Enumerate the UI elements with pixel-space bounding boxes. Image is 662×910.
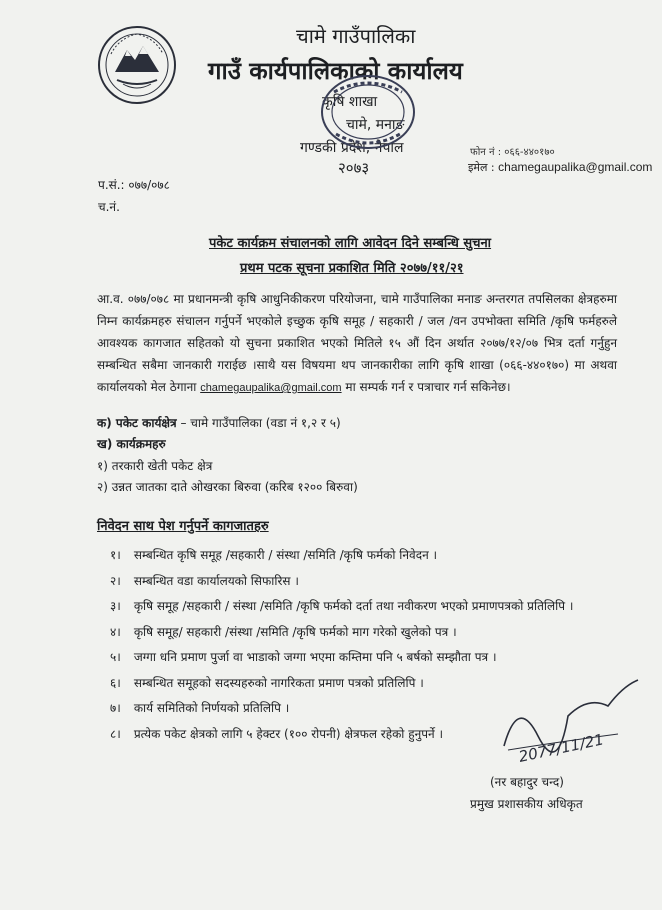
branch-name: कृषि शाखा: [322, 94, 378, 110]
item-text: जग्गा धनि प्रमाण पुर्जा वा भाडाको जग्गा भएमा कम्तिमा पनि ५ बर्षको सम्झौता पत्र ।: [133, 650, 497, 664]
program-item: २) उन्नत जातका दाते ओखरका बिरुवा (करिब १२०० बिरुवा): [97, 480, 358, 494]
item-text: सम्बन्धित वडा कार्यालयको सिफारिस ।: [133, 573, 299, 588]
item-number: ३।: [110, 599, 121, 613]
notice-body-text: आ.व. ०७७/०७८ मा प्रधानमन्त्री कृषि आधुनिकीकरण परियोजना, चामे गाउँपालिका मनाङ अन्तरगत तपसिलका क्षेत्रहरुमा निम्न कार्यक्रमहरु संचालन गर्नुपर्ने भएकोले इच्छुक कृषि समूह / सहकारी / जल /वन उपभोक्ता समिति /कृषि फर्महरुले आवश्यक कागजात सहितको यो सुचना प्रकाशित भएको मितिले १५ औं दिन अर्थात २०७७/१२/०७ भित्र दर्ता गर्नुहुन सम्बन्धित सबैमा जानकारी गराईछ ।साथै यस विषयमा थप जानकारीका लागि कृषि शाखा (०६६-४४०१७०) मा अथवा कार्यालयको मेल ठेगाना: [97, 292, 617, 394]
nepal-emblem-icon: [97, 24, 177, 106]
list-item: [110, 596, 630, 622]
item-text: कृषि समूह/ सहकारी /संस्था /समिति /कृषि फर्मको माग गरेको खुलेको पत्र ।: [133, 624, 457, 639]
email-row: [468, 160, 652, 175]
pocket-area-value: – चामे गाउँपालिका (वडा नं १,२ र ५): [180, 416, 341, 430]
email-address: chamegaupalika@gmail.com: [498, 160, 653, 174]
signature-icon: [498, 676, 648, 766]
item-number: ६।: [110, 675, 121, 690]
pocket-area-label: क) पकेट कार्यक्षेत्र: [97, 416, 177, 430]
notice-body-closing: मा सम्पर्क गर्न र पत्राचार गर्न सकिनेछ।: [345, 380, 511, 394]
item-number: २।: [110, 573, 121, 588]
signatory-post: प्रमुख प्रशासकीय अधिकृत: [470, 797, 583, 811]
list-item: [110, 622, 630, 648]
notice-body-email: chamegaupalika@gmail.com: [200, 382, 342, 394]
item-number: ४।: [110, 624, 121, 639]
dispatch-number: च.नं.: [98, 200, 120, 214]
established-year: २०७३: [338, 159, 370, 177]
letter-reference: प.सं.: ०७७/०७८: [98, 178, 170, 192]
item-number: ५।: [110, 650, 121, 664]
item-number: १।: [110, 548, 121, 562]
item-text: सम्बन्धित कृषि समूह /सहकारी / संस्था /समिति /कृषि फर्मको निवेदन ।: [133, 548, 438, 562]
office-stamp-icon: [318, 72, 418, 152]
location-line: चामे, मनाङ: [346, 117, 405, 133]
item-text: कार्य समितिको निर्णयको प्रतिलिपि ।: [133, 701, 290, 715]
pocket-area: [97, 414, 341, 431]
item-number: ७।: [110, 701, 121, 715]
item-text: कृषि समूह /सहकारी / संस्था /समिति /कृषि फर्मको दर्ता तथा नवीकरण भएको प्रमाणपत्रको प्रतिलिपि ।: [133, 599, 574, 613]
program-item: १) तरकारी खेती पकेट क्षेत्र: [97, 459, 213, 473]
item-text: प्रत्येक पकेट क्षेत्रको लागि ५ हेक्टर (१०० रोपनी) क्षेत्रफल रहेको हुनुपर्ने ।: [133, 726, 444, 741]
email-label: इमेल :: [468, 161, 495, 174]
programs-heading: ख) कार्यक्रमहरु: [97, 437, 166, 451]
signatory-name: (नर बहादुर चन्द): [490, 775, 564, 789]
notice-title: पकेट कार्यक्रम संचालनको लागि आवेदन दिने सम्बन्धि सुचना: [209, 236, 492, 251]
municipality-name: चामे गाउँपालिका: [296, 24, 416, 48]
province-line: गण्डकी प्रदेश, नेपाल: [300, 140, 404, 156]
signature-date: 2077/11/21: [517, 730, 606, 766]
list-item: [110, 545, 630, 571]
notice-subtitle: प्रथम पटक सूचना प्रकाशित मिति २०७७/११/२१: [240, 261, 464, 276]
office-name: गाउँ कार्यपालिकाको कार्यालय: [208, 57, 463, 85]
list-item: [110, 647, 630, 673]
documents-heading: निवेदन साथ पेश गर्नुपर्ने कागजातहरु: [97, 519, 269, 534]
item-text: सम्बन्धित समूहको सदस्यहरुको नागरिकता प्रमाण पत्रको प्रतिलिपि ।: [133, 675, 424, 690]
item-number: ८।: [110, 726, 121, 741]
phone-number: फोन नं : ०६६-४४०१७०: [470, 147, 555, 158]
list-item: [110, 571, 630, 597]
notice-body: [97, 288, 617, 399]
